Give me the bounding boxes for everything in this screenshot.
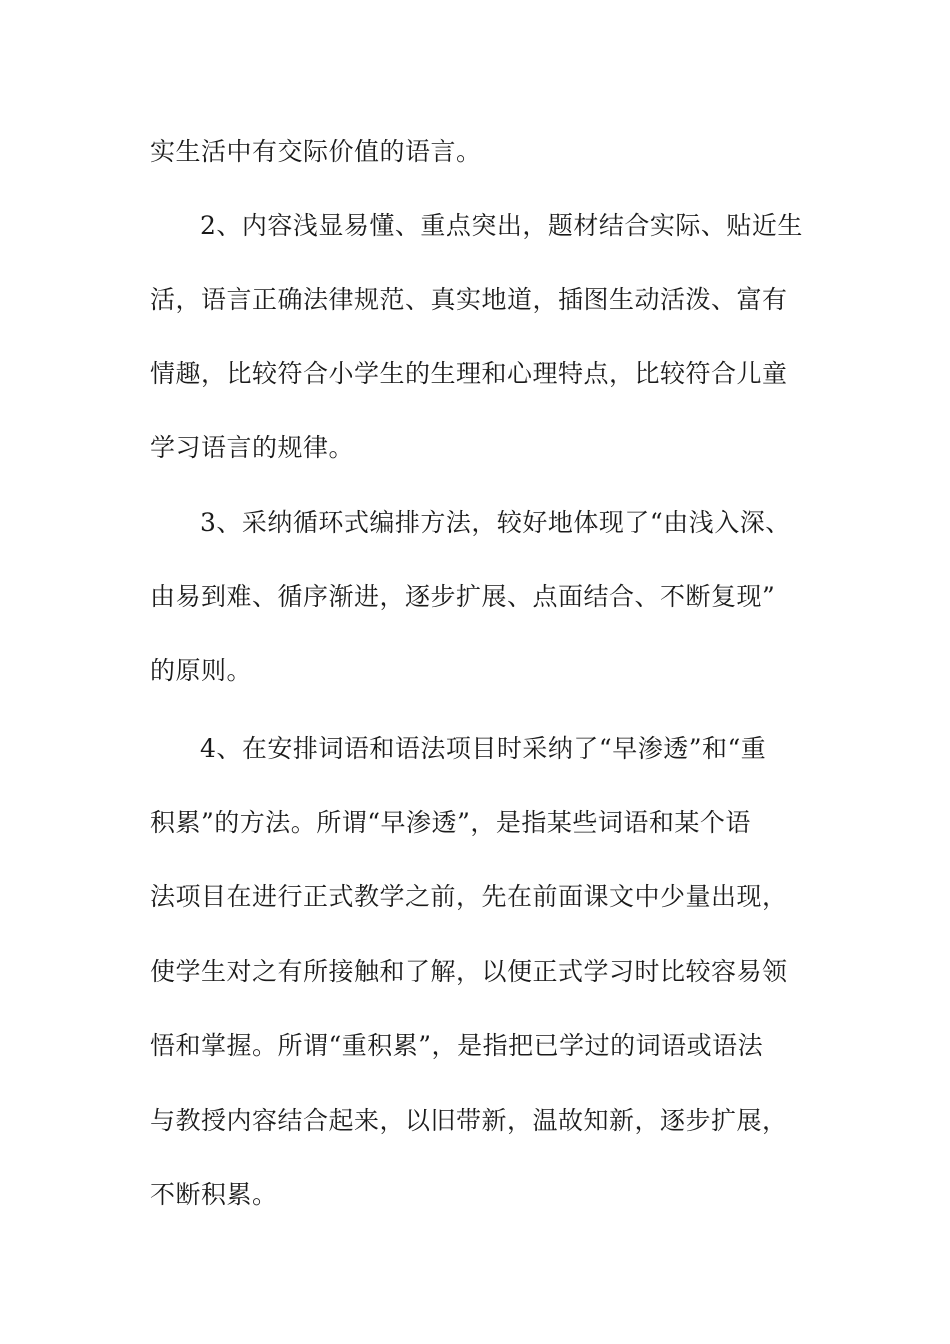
text-line: 由易到难、循序渐进，逐步扩展、点面结合、不断复现” — [150, 582, 776, 611]
text-line: 使学生对之有所接触和了解，以便正式学习时比较容易领 — [150, 957, 788, 986]
text-line: 实生活中有交际价值的语言。 — [150, 137, 482, 166]
text-line: 活，语言正确法律规范、真实地道，插图生动活泼、富有 — [150, 285, 788, 314]
text-line: 4、在安排词语和语法项目时采纳了“早渗透”和“重 — [200, 734, 767, 763]
text-line: 法项目在进行正式教学之前，先在前面课文中少量出现， — [150, 882, 788, 911]
text-line: 与教授内容结合起来，以旧带新，温故知新，逐步扩展， — [150, 1106, 788, 1135]
text-line: 2、内容浅显易懂、重点突出，题材结合实际、贴近生 — [200, 211, 803, 240]
text-line: 积累”的方法。所谓“早渗透”，是指某些词语和某个语 — [150, 808, 751, 837]
text-line: 的原则。 — [150, 656, 253, 685]
text-line: 不断积累。 — [150, 1180, 278, 1209]
text-line: 学习语言的规律。 — [150, 433, 355, 462]
text-line: 悟和掌握。所谓“重积累”，是指把已学过的词语或语法 — [150, 1031, 764, 1060]
text-line: 3、采纳循环式编排方法，较好地体现了“由浅入深、 — [200, 508, 791, 537]
text-line: 情趣，比较符合小学生的生理和心理特点，比较符合儿童 — [150, 359, 788, 388]
